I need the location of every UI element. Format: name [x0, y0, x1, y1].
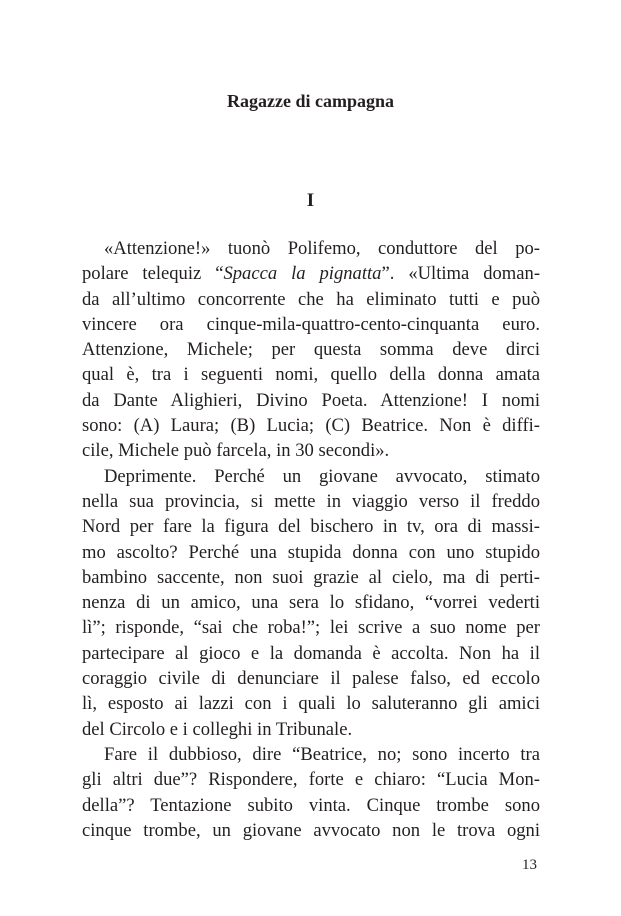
text-line: Nord per fare la figura del bischero in tv, ora di massi- — [82, 516, 540, 538]
text-line: mo ascolto? Perché una stupida donna con uno stupido — [82, 541, 540, 563]
text-line: coraggio civile di denunciare il palese falso, ed eccolo — [82, 668, 540, 690]
text-line: Deprimente. Perché un giovane avvocato, stimato — [104, 465, 540, 487]
text-line: da Dante Alighieri, Divino Poeta. Attenzione! I nomi — [82, 389, 540, 411]
chapter-heading: I — [306, 190, 315, 211]
text-line: partecipare al gioco e la domanda è accolta. Non ha il — [82, 642, 540, 664]
text-line: vincere ora cinque-mila-quattro-cento-cinquanta euro. — [82, 313, 540, 335]
text-line: da all’ultimo concorrente che ha eliminato tutti e può — [82, 288, 540, 310]
text-line: bambino saccente, non suoi grazie al cielo, ma di perti- — [82, 566, 540, 588]
text-line: lì”; risponde, “sai che roba!”; lei scrive a suo nome per — [82, 617, 540, 639]
text-line: del Circolo e i colleghi in Tribunale. — [82, 718, 353, 740]
text-line: cinque trombe, un giovane avvocato non le trova ogni — [82, 819, 540, 841]
text-line: cile, Michele può farcela, in 30 secondi». — [82, 440, 390, 462]
page-number: 13 — [522, 857, 537, 873]
text-line: sono: (A) Laura; (B) Lucia; (C) Beatrice. Non è diffi- — [82, 415, 540, 437]
text-line: «Attenzione!» tuonò Polifemo, conduttore del po- — [104, 238, 540, 259]
text-line: della”? Tentazione subito vinta. Cinque trombe sono — [82, 794, 540, 816]
text-line: Fare il dubbioso, dire “Beatrice, no; sono incerto tra — [104, 743, 540, 765]
text-line: nella sua provincia, si mette in viaggio verso il freddo — [82, 490, 540, 512]
text-line: gli altri due”? Rispondere, forte e chiaro: “Lucia Mon- — [82, 769, 540, 791]
text-line: polare telequiz “Spacca la pignatta”. «Ultima doman- — [82, 263, 541, 285]
text-line: nenza di un amico, una sera lo sfidano, “vorrei vederti — [82, 592, 540, 614]
book-title: Ragazze di campagna — [227, 91, 394, 111]
text-line: lì, esposto ai lazzi con i quali lo saluteranno gli amici — [82, 693, 540, 715]
text-line: Attenzione, Michele; per questa somma deve dirci — [82, 339, 540, 361]
text-line: qual è, tra i seguenti nomi, quello della donna amata — [82, 364, 540, 386]
body-text — [82, 236, 540, 843]
